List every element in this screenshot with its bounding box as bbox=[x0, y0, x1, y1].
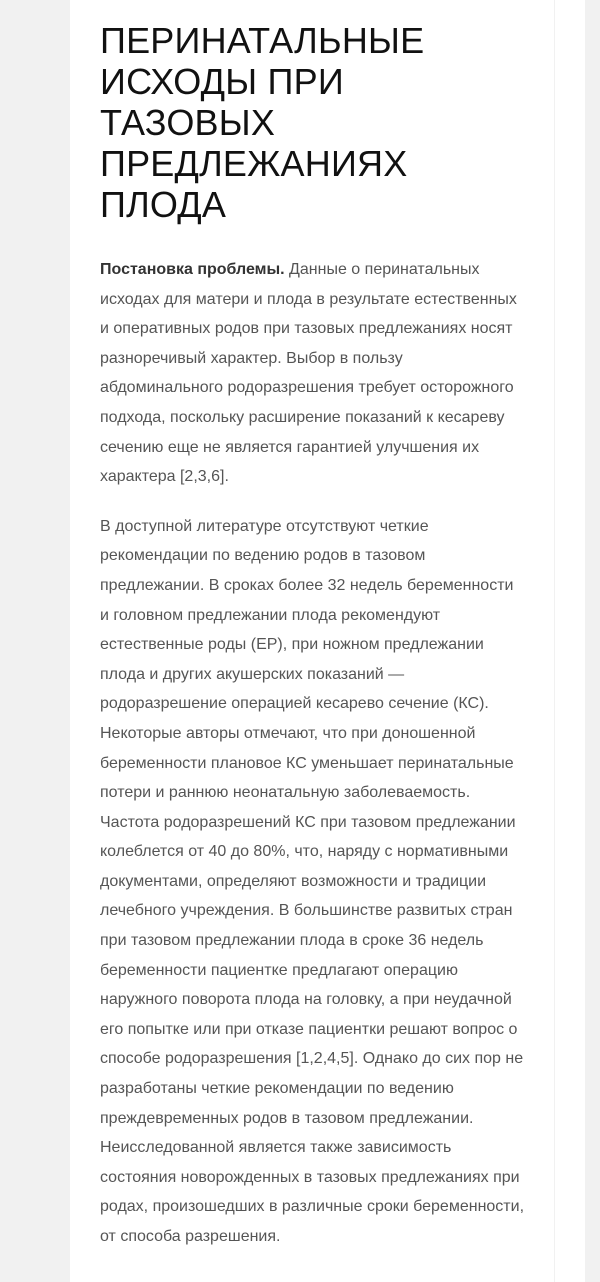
article-paragraph-problem bbox=[100, 255, 524, 492]
article-title: ПЕРИНАТАЛЬНЫЕ ИСХОДЫ ПРИ ТАЗОВЫХ ПРЕДЛЕЖАНИЯХ ПЛОДА bbox=[100, 20, 425, 225]
article-container bbox=[70, 0, 554, 1282]
paragraph-text: В доступной литературе отсутствуют четкие рекомендации по ведению родов в тазовом предлежании. В сроках более 32 недель беременности и головном предлежании плода рекомендуют естественные роды (ЕР), при ножном предлежании плода и других акушерских показаний — родоразрешение операцией кесарево сечение (КС). Некоторые авторы отмечают, что при доношенной беременности плановое КС уменьшает перинатальные потери и раннюю неонатальную заболеваемость. Частота родоразрешений КС при тазовом предлежании колеблется от 40 до 80%, что, наряду с нормативными документами, определяют возможности и традиции лечебного учреждения. В большинстве развитых стран при тазовом предлежании плода в сроке 36 недель беременности пациентке предлагают операцию наружного поворота плода на головку, а при неудачной его попытке или при отказе пациентки решают вопрос о способе родоразрешения [1,2,4,5]. Однако до сих пор не разработаны четкие рекомендации по ведению преждевременных родов в тазовом предлежании. Неисследованной является также зависимость состояния новорожденных в тазовых предлежаниях при родах, произошедших в различные сроки беременности, от способа разрешения. bbox=[100, 517, 525, 1245]
article-paragraph-literature bbox=[100, 512, 524, 1252]
paragraph-lead: Постановка проблемы. bbox=[100, 261, 285, 278]
paragraph-text: Данные о перинатальных исходах для матери и плода в результате естественных и оперативных родов при тазовых предлежаниях носят разноречивый характер. Выбор в пользу абдоминального родоразрешения требует осторожного подхода, поскольку расширение показаний к кесареву сечению еще не является гарантией улучшения их характера [2,3,6]. bbox=[100, 261, 517, 486]
scrollbar-track[interactable] bbox=[555, 0, 585, 1282]
